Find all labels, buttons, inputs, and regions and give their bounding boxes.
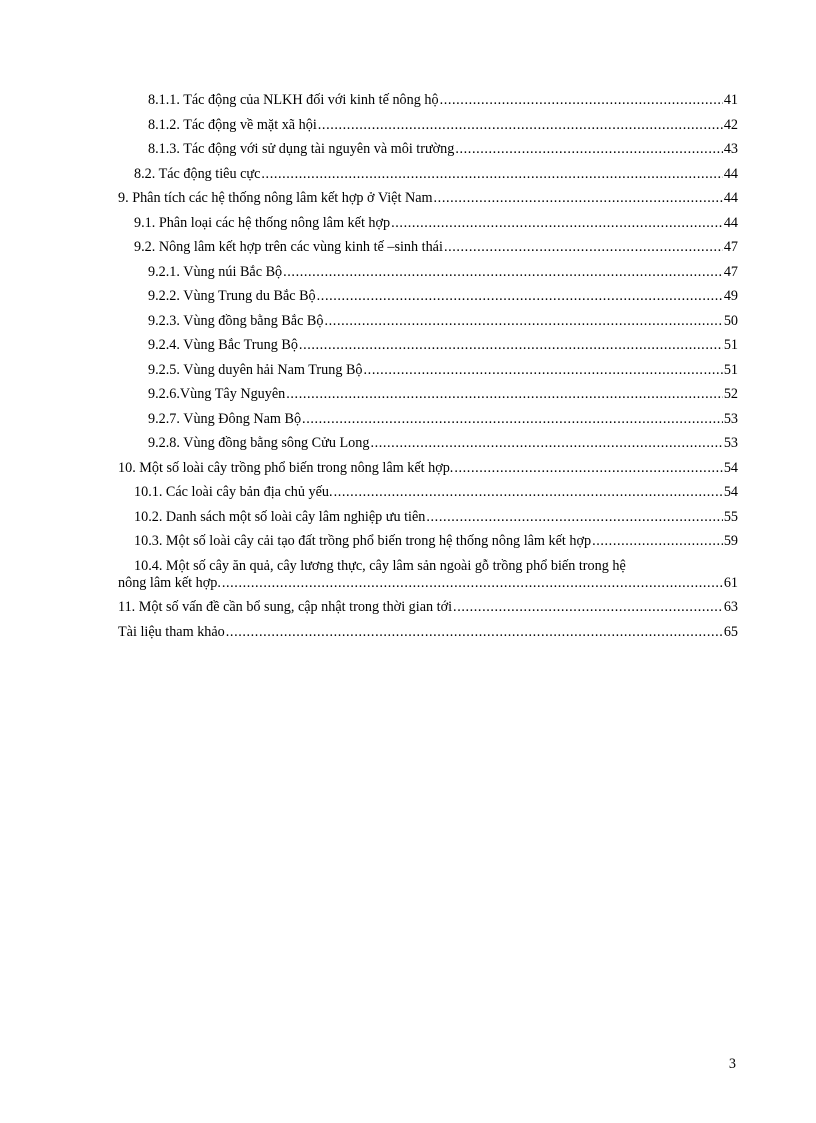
toc-entry-10-2[interactable] [118, 509, 738, 526]
dot-leader [299, 337, 723, 354]
toc-entry-title-line1: 10.4. Một số cây ăn quả, cây lương thực, cây lâm sản ngoài gỗ trồng phổ biến trong hệ [134, 557, 626, 574]
toc-entry-8-2[interactable] [118, 166, 738, 183]
toc-entry-9-2-5[interactable] [118, 362, 738, 379]
toc-entry-9-2-1[interactable] [118, 264, 738, 281]
dot-leader [226, 624, 723, 641]
toc-entry-page: 54 [723, 459, 738, 476]
dot-leader [283, 264, 723, 281]
dot-leader [444, 239, 723, 256]
dot-leader [453, 599, 723, 616]
dot-leader [261, 166, 722, 183]
toc-entry-8-1-3[interactable] [118, 141, 738, 158]
toc-entry-title: 9.2.4. Vùng Bắc Trung Bộ [148, 337, 298, 353]
toc-entry-page: 52 [723, 386, 738, 402]
toc-entry-9-2-3[interactable] [118, 313, 738, 330]
toc-entry-page: 65 [723, 623, 738, 640]
toc-entry-8-1-1[interactable] [118, 92, 738, 109]
toc-entry-page: 50 [723, 312, 738, 329]
toc-entry-9-1[interactable] [118, 215, 738, 232]
toc-entry-title: 10.1. Các loài cây bản địa chủ yếu. [134, 484, 333, 500]
dot-leader [426, 509, 722, 526]
toc-entry-title: 9.2.5. Vùng duyên hải Nam Trung Bộ [148, 361, 363, 378]
dot-leader [440, 92, 723, 109]
toc-entry-9[interactable] [118, 190, 738, 207]
dot-leader [391, 215, 723, 232]
toc-entry-title: 9.2.1. Vùng núi Bắc Bộ [148, 263, 283, 280]
toc-entry-page: 44 [723, 214, 738, 231]
toc-entry-page: 44 [723, 165, 738, 182]
toc-entry-10[interactable] [118, 460, 738, 477]
toc-entry-title: 9.2.8. Vùng đồng bằng sông Cửu Long [148, 435, 370, 451]
toc-entry-title: 9.2.3. Vùng đồng bằng Bắc Bộ [148, 312, 324, 329]
dot-leader [455, 141, 722, 158]
toc-entry-title: 10.2. Danh sách một số loài cây lâm nghiệp ưu tiên [134, 508, 426, 525]
toc-entry-10-3[interactable] [118, 533, 738, 550]
toc-entry-page: 41 [723, 92, 738, 108]
toc-entry-page: 44 [723, 190, 738, 206]
toc-entry-title: 10.3. Một số loài cây cải tạo đất trồng phổ biến trong hệ thống nông lâm kết hợp [134, 533, 592, 549]
dot-leader [434, 190, 723, 207]
dot-leader [222, 575, 723, 592]
toc-entry-page: 53 [723, 410, 738, 427]
dot-leader [286, 386, 723, 403]
dot-leader [592, 533, 723, 550]
dot-leader [302, 411, 723, 428]
toc-entry-title: 11. Một số vấn đề cần bổ sung, cập nhật trong thời gian tới [118, 599, 453, 615]
toc-entry-title: 9.2.7. Vùng Đông Nam Bộ [148, 410, 302, 427]
toc-entry-page: 53 [723, 435, 738, 451]
dot-leader [325, 313, 723, 330]
toc-entry-page: 55 [723, 508, 738, 525]
dot-leader [364, 362, 723, 379]
table-of-contents [118, 92, 738, 648]
toc-entry-title: 9.2.6.Vùng Tây Nguyên [148, 386, 286, 402]
toc-entry-page: 61 [723, 574, 738, 591]
toc-entry-page: 51 [723, 361, 738, 378]
toc-entry-title: 10. Một số loài cây trồng phổ biến trong nông lâm kết hợp. [118, 459, 454, 476]
toc-entry-9-2-6[interactable] [118, 386, 738, 403]
toc-entry-title: 9. Phân tích các hệ thống nông lâm kết hợp ở Việt Nam [118, 190, 433, 206]
toc-entry-title: Tài liệu tham khảo [118, 623, 225, 640]
toc-entry-10-1[interactable] [118, 484, 738, 501]
toc-entry-page: 47 [723, 239, 738, 255]
toc-entry-page: 59 [723, 533, 738, 549]
toc-entry-page: 43 [723, 141, 738, 157]
dot-leader [370, 435, 722, 452]
toc-entry-11[interactable] [118, 599, 738, 616]
dot-leader [317, 288, 723, 305]
toc-entry-9-2[interactable] [118, 239, 738, 256]
toc-entry-title: 8.2. Tác động tiêu cực [134, 165, 261, 182]
toc-entry-page: 42 [723, 116, 738, 133]
toc-entry-page: 63 [723, 599, 738, 615]
toc-entry-10-4[interactable] [118, 558, 738, 592]
toc-entry-9-2-7[interactable] [118, 411, 738, 428]
toc-entry-page: 47 [723, 263, 738, 280]
toc-entry-title: 9.2.2. Vùng Trung du Bắc Bộ [148, 288, 316, 304]
toc-entry-title: 9.1. Phân loại các hệ thống nông lâm kết hợp [134, 214, 391, 231]
toc-entry-title: 8.1.3. Tác động với sử dụng tài nguyên và môi trường [148, 141, 455, 157]
toc-entry-8-1-2[interactable] [118, 117, 738, 134]
dot-leader [318, 117, 723, 134]
toc-entry-references[interactable] [118, 624, 738, 641]
toc-entry-title: 8.1.2. Tác động về mặt xã hội [148, 116, 317, 133]
toc-entry-9-2-4[interactable] [118, 337, 738, 354]
toc-entry-9-2-8[interactable] [118, 435, 738, 452]
dot-leader [454, 460, 722, 477]
toc-entry-title-line2-row [118, 575, 738, 592]
toc-entry-page: 49 [723, 288, 738, 304]
toc-entry-page: 51 [723, 337, 738, 353]
toc-entry-9-2-2[interactable] [118, 288, 738, 305]
toc-entry-title-line2: nông lâm kết hợp. [118, 574, 221, 591]
page-number: 3 [728, 1056, 736, 1072]
toc-entry-page: 54 [723, 484, 738, 500]
dot-leader [334, 484, 723, 501]
toc-entry-title: 9.2. Nông lâm kết hợp trên các vùng kinh tế –sinh thái [134, 239, 443, 255]
toc-entry-title: 8.1.1. Tác động của NLKH đối với kinh tế nông hộ [148, 92, 439, 108]
